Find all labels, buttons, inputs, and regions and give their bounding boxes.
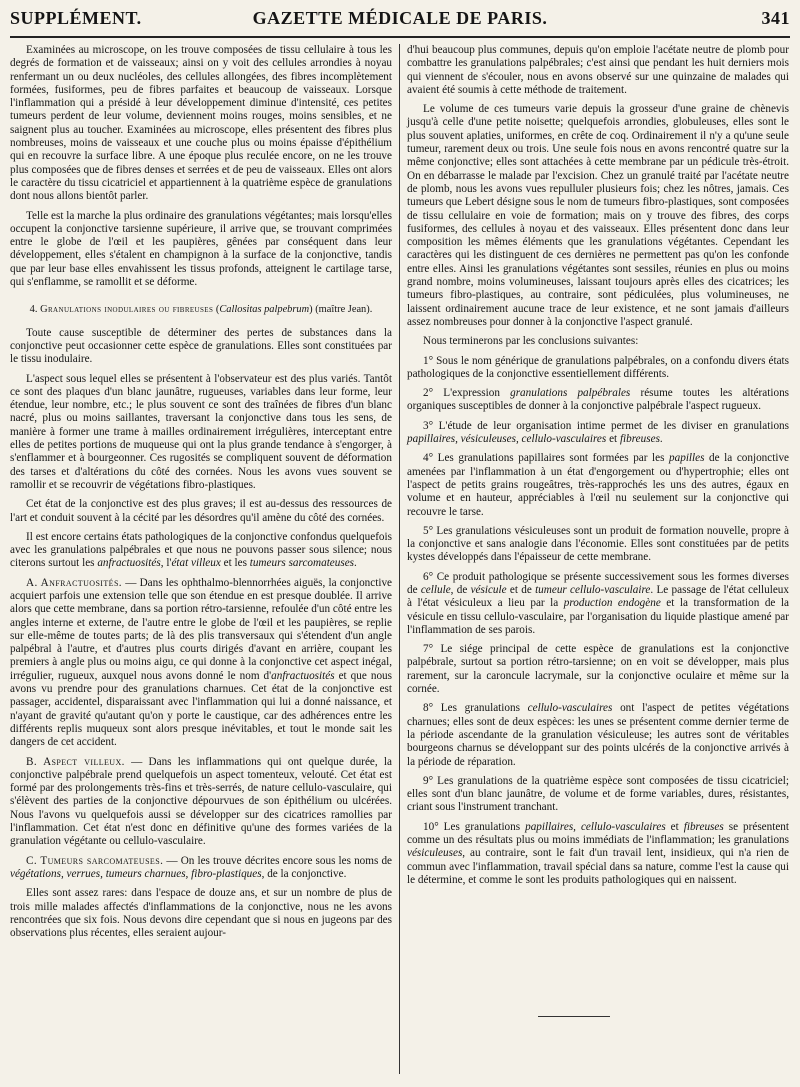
- text-run: se présentent comme un des résultats plus ou moins immédiats de l'inflammation; les granulations: [407, 820, 790, 847]
- italic-term: papillaires, cellulo-vasculaires: [525, 820, 666, 833]
- conclusion-5: 5° Les granulations vésiculeuses sont un produit de formation nouvelle, propre à la conjonctive et sans analogie dans l'économie. Elles sont constituées par de petits kystes développés dans l'épaisseur de cette membrane.: [407, 524, 789, 564]
- subsection-anfractuosites: [10, 577, 392, 750]
- italic-term: tumeurs sarcomateuses: [249, 557, 355, 570]
- paragraph: Toute cause susceptible de déterminer des pertes de substances dans la conjonctive peut occasionner cette espèce de granulations. Elles sont constituées par le tissu inodulaire.: [10, 326, 392, 366]
- subsection-heading: C. Tumeurs sarcomateuses.: [26, 854, 164, 867]
- italic-term: cellulo-vasculaires: [527, 702, 613, 715]
- text-run: . Le passage de l'état celluleux à l'état vésiculeux a lieu par la: [407, 583, 789, 610]
- text-run: et de: [506, 583, 536, 596]
- text-run: 8° Les granulations: [423, 702, 528, 715]
- paragraph: Telle est la marche la plus ordinaire des granulations végétantes; mais lorsqu'elles occupent la conjonctive tarsienne supérieure, il arrive que, se trouvant comprimées entre le globe de l'œil et les paupières, gênées par conséquent dans leur développement, elles s'étalent en champignon à la surface de la conjonctive, tandis que par leur base elles envahissent les tissus profonds, atteignent le cartilage tarse, qui s'enflamme, se ramollit et se déforme.: [10, 209, 392, 289]
- text-run: — Dans les inflammations qui ont quelque durée, la conjonctive palpébrale prend quelquefois un aspect tomenteux, velouté. Cet état est formé par des prolongements très-fins et très-serrés, de nature cellulo-vasculaire, qui s'élèvent des parties de la conjonctive dépourvues de son épithélium ou ulcérées. Nous l'avons vu quelquefois aussi se développer sur des cicatrices ramollies par l'inflammation. Cet état n'est donc en définitive qu'une des formes variées de la granulation végétante ou cellulo-vasculaire.: [10, 755, 392, 848]
- column-divider: [399, 44, 400, 1074]
- journal-title: GAZETTE MÉDICALE DE PARIS.: [252, 8, 548, 28]
- conclusion-9: 9° Les granulations de la quatrième espèce sont composées de tissu cicatriciel; elles sont d'un blanc jaunâtre, de volume et de forme variables, dures, résistantes, criant sous l'instrument tranchant.: [407, 774, 789, 814]
- italic-term: vésiculeuses: [407, 847, 463, 860]
- subsection-heading: B. Aspect villeux.: [26, 755, 125, 768]
- text-run: , de: [450, 583, 471, 596]
- conclusion-3: [407, 420, 789, 447]
- text-run: 6° Ce produit pathologique se présente successivement sous les formes diverses de: [407, 570, 789, 596]
- text-run: Il est encore certains états pathologiques de la conjonctive confondus quelquefois avec les granulations palpébrales et que nous ne pouvons passer sous silence; nous citerons surtout les: [10, 530, 392, 570]
- italic-term: papillaires, vésiculeuses, cellulo-vasculaires: [407, 433, 607, 446]
- conclusion-6: [407, 571, 789, 637]
- text-run: et la transformation de la vésicule en tissu cellulo-vasculaire, par l'organisation du liquide plastique amené par l'inflammation de ses parois.: [407, 597, 789, 636]
- paragraph: L'aspect sous lequel elles se présentent à l'observateur est des plus variés. Tantôt ce sont des plaques d'un blanc jaunâtre, rugueuses, variables dans leur forme, leur étendue, leur nombre, etc.; le plus souvent ce sont des traînées de fibres d'un blanc nacré, plus ou moins saillantes, traversant la conjonctive dans tous les sens, de manière à former une trame à mailles ordinairement irrégulières, interceptant entre elles de petites portions de muqueuse qui ont la plus grande tendance à s'engorger, à s'enflammer et à bourgeonner. Ces rugosités se compliquent souvent de déformation des tarses et d'altérations du côté des cornées. Nous les avons vues souvent se ramollir et se recouvrir de végétations fibro-plastiques.: [10, 372, 392, 491]
- conclusion-8: [407, 702, 789, 768]
- italic-term: anfractuosités: [271, 669, 335, 682]
- text-run: et: [606, 433, 620, 446]
- text-run: .: [659, 433, 663, 446]
- italic-term: fibreuses: [683, 820, 724, 833]
- conclusion-4: [407, 452, 789, 518]
- text-run: , au contraire, sont le fait d'un travail lent, insidieux, qui n'a rien de commun avec l'inflammation, travail spécial dans sa nature, comme l'est la cause qui le détermine, et comme le sont les produits pathologiques qui en naissent.: [407, 847, 789, 886]
- section-label: SUPPLÉMENT.: [10, 8, 142, 28]
- left-column: [10, 44, 392, 946]
- text-run: de la conjonctive amenées par l'inflammation à un état d'engorgement ou d'hypertrophie; elles ont l'aspect de petits grains rougeâtres, très-rapprochés les uns des autres, égaux en volume et en hauteur, appréciables à l'œil nu seulement sur la conjonctive qui recouvre le tarse.: [407, 452, 790, 518]
- page-number: 341: [761, 8, 790, 28]
- paragraph: Cet état de la conjonctive est des plus graves; il est au-dessus des ressources de l'art et conduit souvent à la cécité par les désordres qu'il amène du côté des cornées.: [10, 498, 392, 524]
- conclusion-7: 7° Le siége principal de cette espèce de granulations est la conjonctive palpébrale, surtout sa portion rétro-tarsienne; on en voit se développer, mais plus rarement, sur la caroncule lacrymale, sur la conjonctive oculaire et même sur la cornée.: [407, 643, 789, 696]
- text-run: résume toutes les altérations organiques susceptibles de donner à la conjonctive palpébrale l'aspect rugueux.: [407, 387, 790, 413]
- italic-term: production endogène: [563, 597, 661, 610]
- subsection-aspect-villeux: [10, 756, 392, 849]
- conclusion-2: [407, 387, 789, 414]
- paragraph: Elles sont assez rares: dans l'espace de douze ans, et sur un nombre de plus de trois mille malades affectés d'inflammations de la conjonctive, nous ne les avons rencontrées que six fois. Nous devons dire cependant que si nous en jugeons par des observations plus récentes, elles seraient aujour-: [10, 887, 392, 940]
- section-latin: Callositas palpebrum: [219, 304, 310, 316]
- italic-term: granulations palpébrales: [510, 387, 631, 400]
- italic-term: cellule: [420, 583, 451, 596]
- conclusion-10: [407, 821, 789, 887]
- conclusion-1: 1° Sous le nom générique de granulations palpébrales, on a confondu divers états pathologiques de la conjonctive essentiellement différents.: [407, 354, 789, 380]
- section-number: 4.: [29, 304, 41, 316]
- paragraph: d'hui beaucoup plus communes, depuis qu'on emploie l'acétate neutre de plomb pour combattre les granulations palpébrales; c'est ainsi que pendant les huit derniers mois qui viennent de s'écouler, nous en avons observé sur une quinzaine de malades qui avaient été soumis à cette méthode de traitement.: [407, 44, 789, 96]
- italic-term: état villeux: [171, 557, 221, 570]
- subsection-tumeurs: [10, 855, 392, 882]
- right-column: [407, 44, 789, 893]
- text-run: et: [665, 820, 684, 833]
- italic-term: papilles: [669, 452, 705, 465]
- text-run: et les: [220, 557, 250, 570]
- italic-term: végétations, verrues, tumeurs charnues, fibro-plastiques: [10, 867, 262, 880]
- text-run: 10° Les granulations: [423, 820, 526, 833]
- paragraph: [10, 531, 392, 571]
- text-run: ont l'aspect de petites végétations charnues; elles sont de deux espèces: les unes se présentent comme dernier terme de la période ascendante de la granulation vésiculeuse; les autres sont de véritables bourgeons charnus se développant sur des points ulcérés de la conjonctive arrivés à la période de réparation.: [407, 702, 789, 768]
- section-title: Granulations inodulaires ou fibreuses: [40, 304, 214, 316]
- text-run: 2° L'expression: [423, 387, 511, 400]
- section-author: (maître Jean).: [312, 304, 373, 316]
- text-run: — Dans les ophthalmo-blennorrhées aiguës, la conjonctive acquiert parfois une extension telle que son étendue en est presque doublée. Il arrive alors que cette membrane, dans sa portion rétro-tarsienne, refoulée d'un côté entre les angles interne et externe, de l'autre entre le globe de l'œil et les paupières, se replie sur elle-même de toutes parts; de là des plis transversaux qui s'étendent d'un angle palpébral à l'autre, et d'autres plus courts dirigés d'avant en arrière, coupant les premiers à angle plus ou moins aigu, ce qui donne à la conjonctive cet aspect inégal, irrégulier, rugueux, auxquel nous avons donné le nom d': [10, 576, 392, 682]
- section-heading: 4. Granulations inodulaires ou fibreuses (Callositas palpebrum) (maître Jean).: [29, 304, 373, 316]
- italic-term: tumeur cellulo-vasculaire: [535, 583, 651, 596]
- paragraph: Examinées au microscope, on les trouve composées de tissu cellulaire à tous les degrés de formation et de vaisseaux; ainsi on y voit des cellules arrondies à noyau renfermant un ou deux nucléoles, des cellules allongées, des fibres incomplètement formées, fusiformes, peu de fibres parfaites et beaucoup de vaisseaux. Lorsque l'inflammation qui a présidé à leur développement diminue d'intensité, ces petites tumeurs perdent de leur volume, deviennent moins rouges, moins sensibles, et ne saignent plus au toucher. Examinées au microscope, elles présentent des fibres plus nombreuses, moins de vaisseaux et une couche plus ou moins épaisse d'épithélium qui en recouvre la surface libre. A une époque plus reculée encore, on ne les trouve plus composées que de fibres denses et serrées et de peu de vaisseaux. Elles ont alors le caractère du tissu cicatriciel et appartiennent à la quatrième espèce de granulations dont nous allons bientôt parler.: [10, 44, 392, 203]
- text-run: — On les trouve décrites encore sous les noms de: [163, 854, 393, 867]
- text-run: 3° L'étude de leur organisation intime permet de les diviser en granulations: [423, 419, 789, 432]
- text-run: 4° Les granulations papillaires sont formées par les: [423, 452, 670, 465]
- italic-term: anfractuosités: [97, 557, 161, 570]
- end-rule: [538, 1016, 610, 1017]
- text-run: .: [354, 557, 357, 570]
- paragraph: Le volume de ces tumeurs varie depuis la grosseur d'une graine de chènevis jusqu'à celle d'une petite noisette; quelquefois arrondies, globuleuses, elles sont le plus souvent aplaties, uniformes, en crête de coq. Ordinairement il n'y a qu'une seule tumeur, rarement deux ou trois. Une seule fois nous en avons rencontré quatre sur la même conjonctive; elles sont attachées à cette membrane par un pédicule très-étroit. On en débarrasse le malade par l'excision. Chez un granulé traité par l'acétate neutre de plomb, nous les avons vues repulluler plusieurs fois; chez les nôtres, jamais. Ces tumeurs que Lebert désigne sous le nom de tumeurs fibro-plastiques, sont composées de tissu cellulaire en voie de formation; mais on y trouve des fibres, des corps fusiformes, des cellules à noyau et des vaisseaux. Elles présentent donc dans leur composition les mêmes éléments que les granulations végétantes. Cependant les caractères qui les distinguent de ces dernières ne permettent pas qu'on les confonde entre elles. Ainsi les granulations végétantes sont sessiles, réunies en plus ou moins grand nombre, moins volumineuses, laissant toujours après elles des cicatrices; les tumeurs fibro-plastiques, au contraire, sont pédiculées, plus volumineuses, ne laissent ordinairement aucune trace de leur existence, et ne sont jamais d'ailleurs assez nombreuses pour donner à la conjonctive l'aspect granulé.: [407, 103, 789, 328]
- text-run: et que nous avons vu prendre pour des granulations charnues. Cet état de la conjonctive est passager, accidentel, disparaissant avec l'inflammation qui lui a donné naissance, et n'ayant de gravité qu'autant qu'on y porte le caustique, car des adhérences entre les différents replis muqueux sont alors presque inévitables, et tout le monde sait les dangers de cet accident.: [10, 669, 392, 749]
- italic-term: fibreuses: [619, 433, 660, 446]
- italic-term: vésicule: [470, 583, 507, 596]
- page-header: [10, 8, 790, 38]
- paragraph: Nous terminerons par les conclusions suivantes:: [423, 335, 639, 348]
- text-run: , de la conjonctive.: [261, 867, 347, 880]
- text-run: , l': [160, 557, 172, 570]
- subsection-heading: A. Anfractuosités.: [26, 576, 122, 589]
